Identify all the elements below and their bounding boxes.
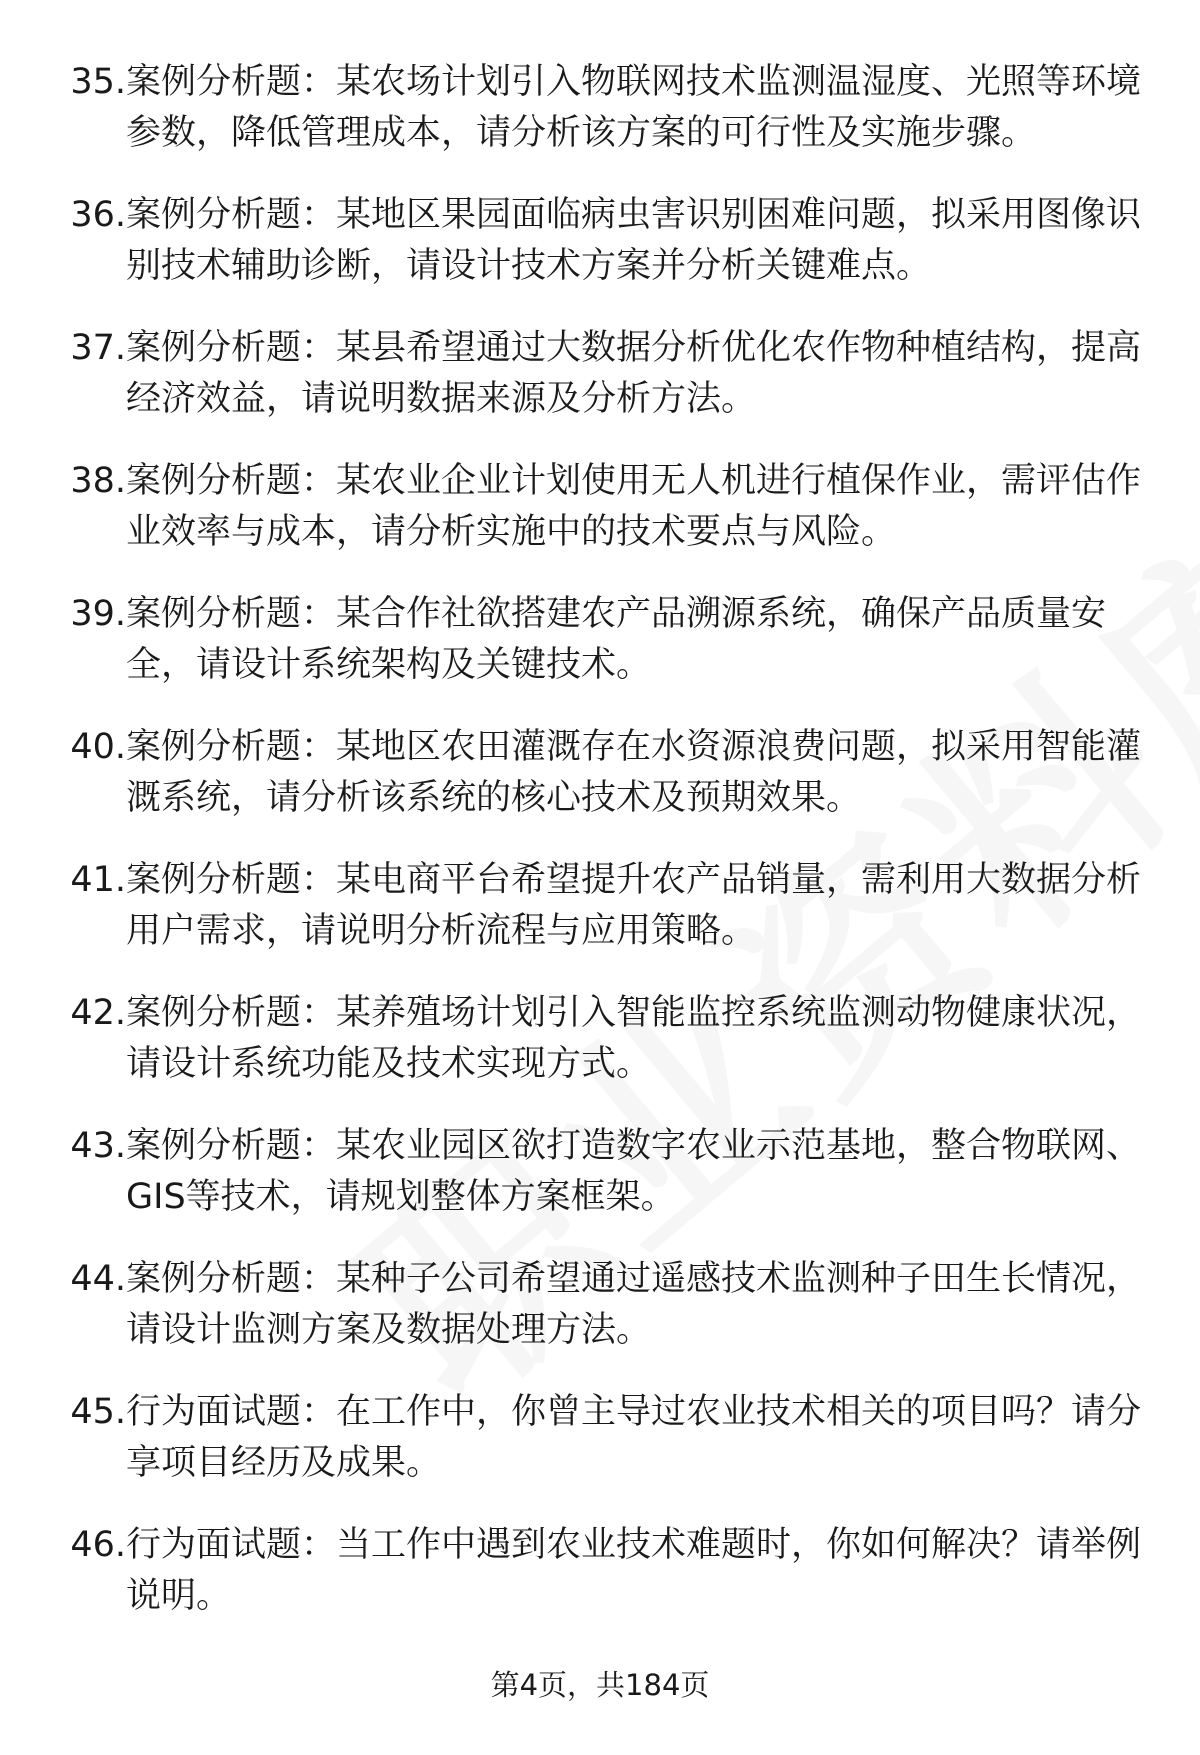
- question-number: 42.: [70, 993, 126, 1033]
- list-item: [0, 1520, 1200, 1653]
- question-number: 39.: [70, 594, 126, 634]
- list-item: [0, 988, 1200, 1121]
- question-text: 案例分析题：某合作社欲搭建农产品溯源系统，确保产品质量安全，请设计系统架构及关键技术。: [126, 594, 1107, 685]
- question-number: 41.: [70, 860, 126, 900]
- question-list: [0, 57, 1200, 1653]
- list-item: [0, 722, 1200, 855]
- question-number: 37.: [70, 328, 126, 368]
- question-text: 案例分析题：某电商平台希望提升农产品销量，需利用大数据分析用户需求，请说明分析流程与应用策略。: [126, 860, 1142, 951]
- question-number: 38.: [70, 461, 126, 501]
- list-item: [0, 323, 1200, 456]
- question-text: 案例分析题：某地区果园面临病虫害识别困难问题，拟采用图像识别技术辅助诊断，请设计技术方案并分析关键难点。: [126, 195, 1142, 286]
- list-item: [0, 57, 1200, 190]
- question-number: 40.: [70, 727, 126, 767]
- question-text: 案例分析题：某养殖场计划引入智能监控系统监测动物健康状况，请设计系统功能及技术实现方式。: [126, 993, 1142, 1084]
- question-number: 45.: [70, 1392, 126, 1432]
- question-text: 案例分析题：某农业园区欲打造数字农业示范基地，整合物联网、GIS等技术，请规划整体方案框架。: [126, 1126, 1142, 1217]
- list-item: [0, 190, 1200, 323]
- question-text: 案例分析题：某农业企业计划使用无人机进行植保作业，需评估作业效率与成本，请分析实施中的技术要点与风险。: [126, 461, 1142, 552]
- question-text: 案例分析题：某地区农田灌溉存在水资源浪费问题，拟采用智能灌溉系统，请分析该系统的核心技术及预期效果。: [126, 727, 1142, 818]
- question-number: 46.: [70, 1525, 126, 1565]
- list-item: [0, 855, 1200, 988]
- list-item: [0, 589, 1200, 722]
- list-item: [0, 1254, 1200, 1387]
- question-number: 35.: [70, 62, 126, 102]
- question-number: 36.: [70, 195, 126, 235]
- list-item: [0, 456, 1200, 589]
- list-item: [0, 1121, 1200, 1254]
- question-text: 案例分析题：某种子公司希望通过遥感技术监测种子田生长情况，请设计监测方案及数据处理方法。: [126, 1259, 1142, 1350]
- list-item: [0, 1387, 1200, 1520]
- question-text: 行为面试题：在工作中，你曾主导过农业技术相关的项目吗？请分享项目经历及成果。: [126, 1392, 1142, 1483]
- question-number: 43.: [70, 1126, 126, 1166]
- question-text: 案例分析题：某县希望通过大数据分析优化农作物种植结构，提高经济效益，请说明数据来源及分析方法。: [126, 328, 1142, 419]
- question-text: 行为面试题：当工作中遇到农业技术难题时，你如何解决？请举例说明。: [126, 1525, 1142, 1616]
- page-footer: 第4页，共184页: [490, 1668, 710, 1702]
- question-text: 案例分析题：某农场计划引入物联网技术监测温湿度、光照等环境参数，降低管理成本，请分析该方案的可行性及实施步骤。: [126, 62, 1142, 153]
- question-number: 44.: [70, 1259, 126, 1299]
